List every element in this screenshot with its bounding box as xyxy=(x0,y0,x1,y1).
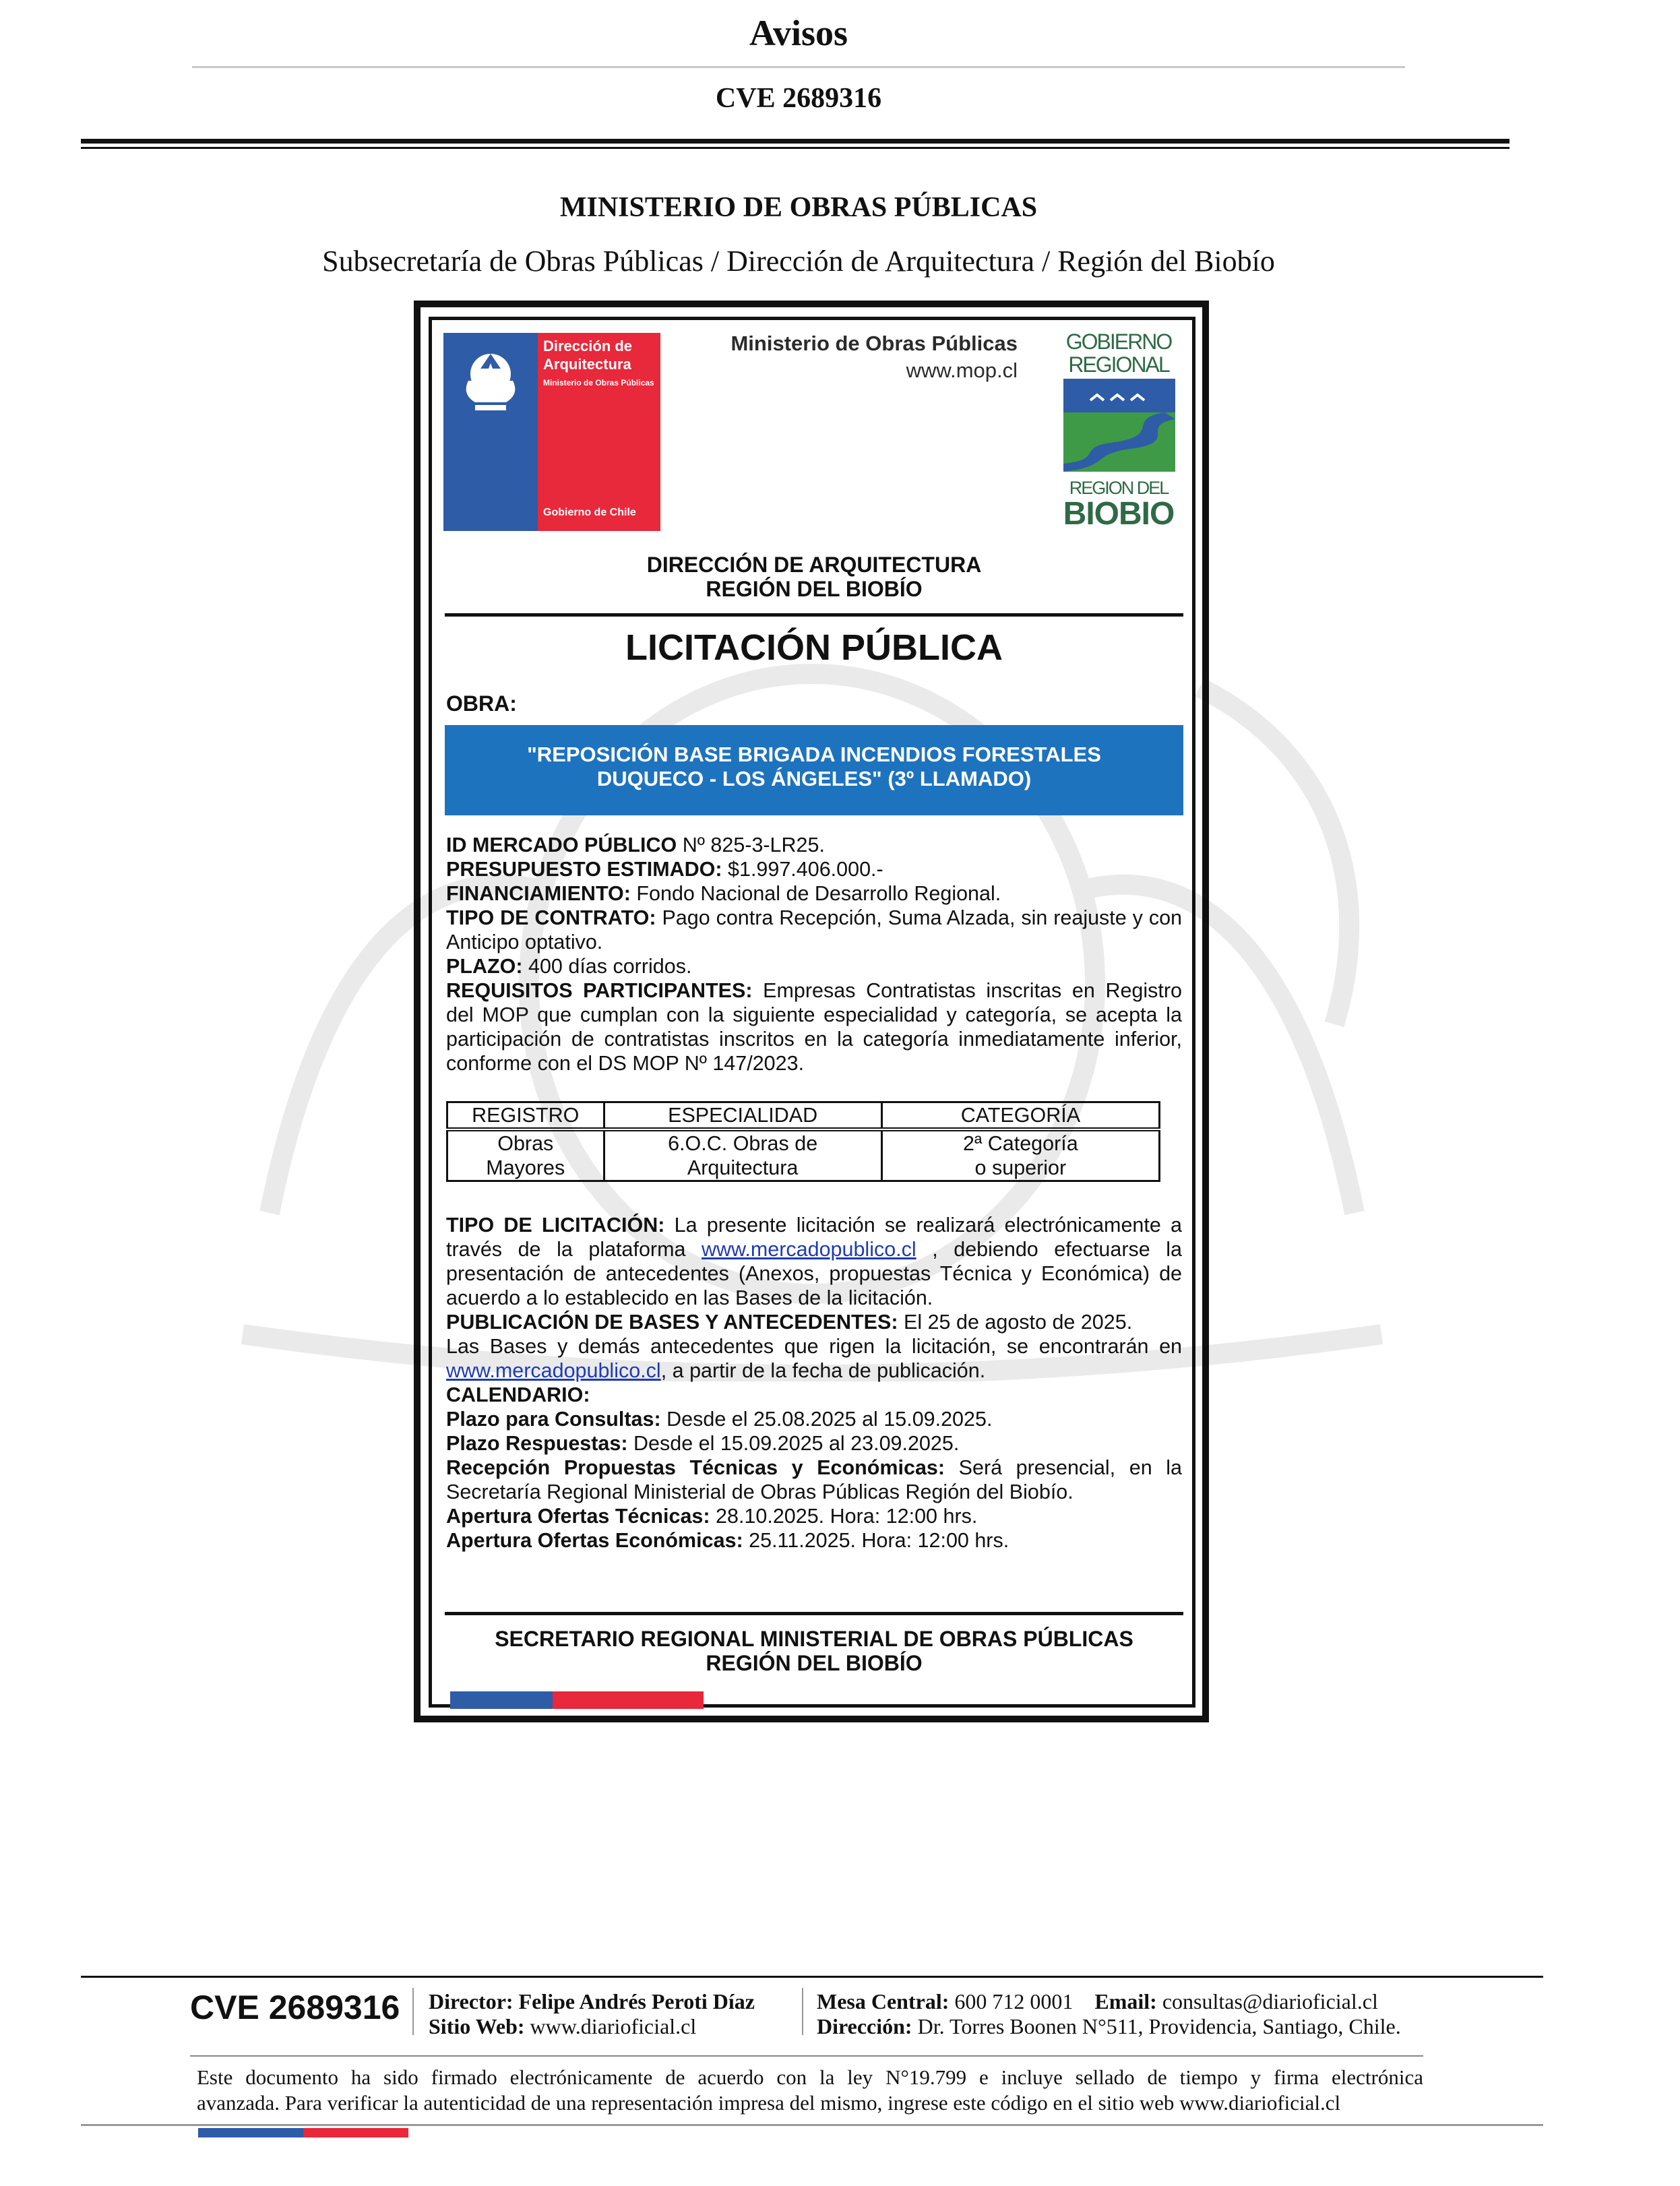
financiamiento-value: Fondo Nacional de Desarrollo Regional. xyxy=(630,882,1001,905)
direccion-value: Dr. Torres Boonen N°511, Providencia, Santiago, Chile. xyxy=(912,2014,1401,2038)
mesa-value: 600 712 0001 xyxy=(949,1989,1074,2013)
mesa-label: Mesa Central: xyxy=(817,1989,950,2013)
plazo xyxy=(446,954,1182,978)
id-label: ID MERCADO PÚBLICO xyxy=(446,834,677,856)
signer-line-2: REGIÓN DEL BIOBÍO xyxy=(706,1651,923,1675)
footer-cve: CVE 2689316 xyxy=(190,1989,400,2026)
table-cell-registro xyxy=(447,1129,604,1181)
footer-flag-bar-red xyxy=(303,2128,408,2137)
recepcion-propuestas xyxy=(446,1456,1182,1504)
consultas-label: Plazo para Consultas: xyxy=(446,1408,661,1431)
apertura-tecnicas-label: Apertura Ofertas Técnicas: xyxy=(446,1505,710,1528)
tipo-contrato xyxy=(446,906,1182,954)
financiamiento-label: FINANCIAMIENTO: xyxy=(446,882,631,905)
requisitos-label: REQUISITOS PARTICIPANTES: xyxy=(446,979,753,1002)
section-title: Avisos xyxy=(749,13,848,53)
apertura-economicas-label: Apertura Ofertas Económicas: xyxy=(446,1529,743,1552)
registro-line-1: Obras xyxy=(497,1132,554,1155)
flag-bar-red xyxy=(553,1691,704,1709)
requisitos xyxy=(446,978,1182,1075)
categoria-line-1: 2ª Categoría xyxy=(963,1132,1078,1155)
id-value: Nº 825-3-LR25. xyxy=(677,834,825,856)
plazo-label: PLAZO: xyxy=(446,955,523,978)
table-header-row xyxy=(447,1102,1160,1130)
da-logo-subtitle: Ministerio de Obras Públicas xyxy=(543,378,654,387)
footer-website xyxy=(429,2014,755,2039)
table-cell-categoria xyxy=(881,1129,1159,1181)
respuestas-value: Desde el 15.09.2025 al 23.09.2025. xyxy=(627,1432,960,1455)
director-value: Felipe Andrés Peroti Díaz xyxy=(513,1989,755,2013)
obra-name-line-2: DUQUECO - LOS ÁNGELES" (3º LLAMADO) xyxy=(596,767,1032,790)
footer-rule-middle xyxy=(190,2055,1423,2057)
publicacion-label: PUBLICACIÓN DE BASES Y ANTECEDENTES: xyxy=(446,1311,898,1334)
table-header-categoria: CATEGORÍA xyxy=(881,1102,1159,1130)
signer-block xyxy=(445,1627,1183,1675)
requisitos-value: Empresas Contratistas inscritas en Registro del MOP que cumplan con la siguiente especialidad y categoría, se acepta la participación de contratistas inscritos en la categoría inmediatamente inferior, conforme con el DS MOP Nº 147/2023. xyxy=(446,979,1183,1075)
id-mercado-publico xyxy=(446,833,1182,857)
da-logo-gobierno: Gobierno de Chile xyxy=(543,507,636,518)
plazo-value: 400 días corridos. xyxy=(522,955,692,978)
licitacion-details xyxy=(446,833,1182,1075)
apertura-tecnicas xyxy=(446,1504,1182,1528)
respuestas-label: Plazo Respuestas: xyxy=(446,1432,628,1455)
gobierno-regional-landscape-icon xyxy=(1063,379,1175,472)
tipo-licitacion-label: TIPO DE LICITACIÓN: xyxy=(446,1214,665,1237)
footer-contact-line xyxy=(817,1989,1401,2014)
header-divider xyxy=(192,66,1405,68)
tipo-contrato-value: Pago contra Recepción, Suma Alzada, sin reajuste y con Anticipo optativo. xyxy=(446,906,1182,954)
mop-logo-name: Ministerio de Obras Públicas xyxy=(730,332,1018,355)
recepcion-value: Será presencial, en la Secretaría Regional Ministerial de Obras Públicas Región del Biobío. xyxy=(446,1456,1182,1503)
mercadopublico-link[interactable]: www.mercadopublico.cl xyxy=(702,1238,916,1261)
publicacion-value: El 25 de agosto de 2025. xyxy=(898,1311,1133,1334)
recepcion-label: Recepción Propuestas Técnicas y Económicas: xyxy=(446,1456,945,1479)
tipo-contrato-label: TIPO DE CONTRATO: xyxy=(446,906,656,929)
header-rule-thin xyxy=(81,147,1510,149)
table-header-especialidad: ESPECIALIDAD xyxy=(604,1102,881,1130)
email-label: Email: xyxy=(1094,1989,1157,2013)
registro-table xyxy=(446,1101,1160,1182)
director-label: Director: xyxy=(429,1989,514,2013)
apertura-economicas-value: 25.11.2025. Hora: 12:00 hrs. xyxy=(743,1529,1009,1552)
plazo-consultas xyxy=(446,1407,1182,1431)
gobierno-regional-logo-biobio: BIOBIO xyxy=(1063,496,1175,532)
table-header-registro: REGISTRO xyxy=(447,1102,604,1130)
footer-rule-top xyxy=(81,1976,1543,1978)
web-label: Sitio Web: xyxy=(429,2014,525,2038)
apertura-tecnicas-value: 28.10.2025. Hora: 12:00 hrs. xyxy=(710,1505,978,1528)
footer-flag-bar-blue xyxy=(198,2128,303,2137)
direccion-label: Dirección: xyxy=(817,2014,912,2038)
footer-director-block xyxy=(429,1989,755,2039)
subsecretaria-line: Subsecretaría de Obras Públicas / Dirección de Arquitectura / Región del Biobío xyxy=(322,245,1275,278)
da-logo-title: Dirección de Arquitectura xyxy=(543,338,633,373)
footer-address xyxy=(817,2014,1401,2039)
direccion-heading xyxy=(445,553,1183,601)
categoria-line-2: o superior xyxy=(974,1156,1067,1179)
licitacion-title: LICITACIÓN PÚBLICA xyxy=(625,627,1003,668)
footer-separator-2 xyxy=(802,1988,803,2035)
bases-text-2: , a partir de la fecha de publicación. xyxy=(660,1359,986,1382)
financiamiento xyxy=(446,881,1182,906)
calendario-label: CALENDARIO: xyxy=(446,1383,590,1406)
apertura-economicas xyxy=(446,1528,1182,1553)
gobierno-regional-logo-region: REGION DEL xyxy=(1069,478,1169,498)
table-row xyxy=(447,1129,1160,1181)
footer-director xyxy=(429,1989,755,2014)
licitacion-details-2 xyxy=(446,1213,1182,1553)
especialidad-line-2: Arquitectura xyxy=(687,1156,799,1179)
obra-label: OBRA: xyxy=(446,691,517,716)
footer-separator-1 xyxy=(412,1988,414,2035)
mop-logo-website: www.mop.cl xyxy=(906,358,1018,382)
signer-line-1: SECRETARIO REGIONAL MINISTERIAL DE OBRAS PÚBLICAS xyxy=(495,1627,1133,1651)
notice-divider-bottom xyxy=(445,1612,1183,1615)
web-value[interactable]: www.diarioficial.cl xyxy=(524,2014,697,2038)
bases-info xyxy=(446,1334,1182,1383)
tipo-licitacion xyxy=(446,1213,1182,1310)
tipo-licitacion-value: La presente licitación se realizará electrónicamente a través de la plataforma xyxy=(446,1214,1182,1261)
obra-name xyxy=(445,743,1183,791)
presupuesto-label: PRESUPUESTO ESTIMADO: xyxy=(446,858,722,881)
chile-seal-icon xyxy=(455,340,526,414)
table-cell-especialidad xyxy=(604,1129,881,1181)
footer-legal-line-1: Este documento ha sido firmado electrónicamente de acuerdo con la ley N°19.799 e incluye sellado de tiempo y firma electrónica xyxy=(197,2065,1423,2089)
footer-contact-block xyxy=(817,1989,1401,2039)
obra-name-line-1: "REPOSICIÓN BASE BRIGADA INCENDIOS FORESTALES xyxy=(527,743,1101,766)
direccion-line-2: REGIÓN DEL BIOBÍO xyxy=(706,577,923,601)
flag-bar-blue xyxy=(450,1691,553,1709)
registro-line-2: Mayores xyxy=(486,1156,565,1179)
ministry-heading: MINISTERIO DE OBRAS PÚBLICAS xyxy=(559,192,1038,223)
notice-divider-top xyxy=(445,613,1183,617)
email-value[interactable]: consultas@diarioficial.cl xyxy=(1156,1989,1378,2013)
bases-text-1: Las Bases y demás antecedentes que rigen la licitación, se encontrarán en xyxy=(446,1335,1182,1358)
publicacion xyxy=(446,1310,1182,1334)
consultas-value: Desde el 25.08.2025 al 15.09.2025. xyxy=(660,1408,993,1431)
tipo-licitacion-value-2: , debiendo efectuarse la presentación de antecedentes (Anexos, propuestas Técnica y Económica) de acuerdo a lo establecido en las Bases de la licitación. xyxy=(446,1238,1183,1309)
plazo-respuestas xyxy=(446,1431,1182,1456)
presupuesto xyxy=(446,857,1182,881)
mercadopublico-link-2[interactable]: www.mercadopublico.cl xyxy=(446,1359,661,1382)
footer-rule-bottom xyxy=(81,2124,1543,2126)
presupuesto-value: $1.997.406.000.- xyxy=(722,858,883,881)
especialidad-line-1: 6.O.C. Obras de xyxy=(668,1132,818,1155)
header-rule-thick xyxy=(81,139,1510,144)
gobierno-regional-logo-title: GOBIERNO REGIONAL xyxy=(1065,330,1172,377)
cve-code: CVE 2689316 xyxy=(715,83,882,114)
footer-legal-line-2: avanzada. Para verificar la autenticidad de una representación impresa del mismo, ingrese este código en el sitio web www.diarioficial.cl xyxy=(197,2091,1341,2115)
direccion-line-1: DIRECCIÓN DE ARQUITECTURA xyxy=(646,553,982,577)
